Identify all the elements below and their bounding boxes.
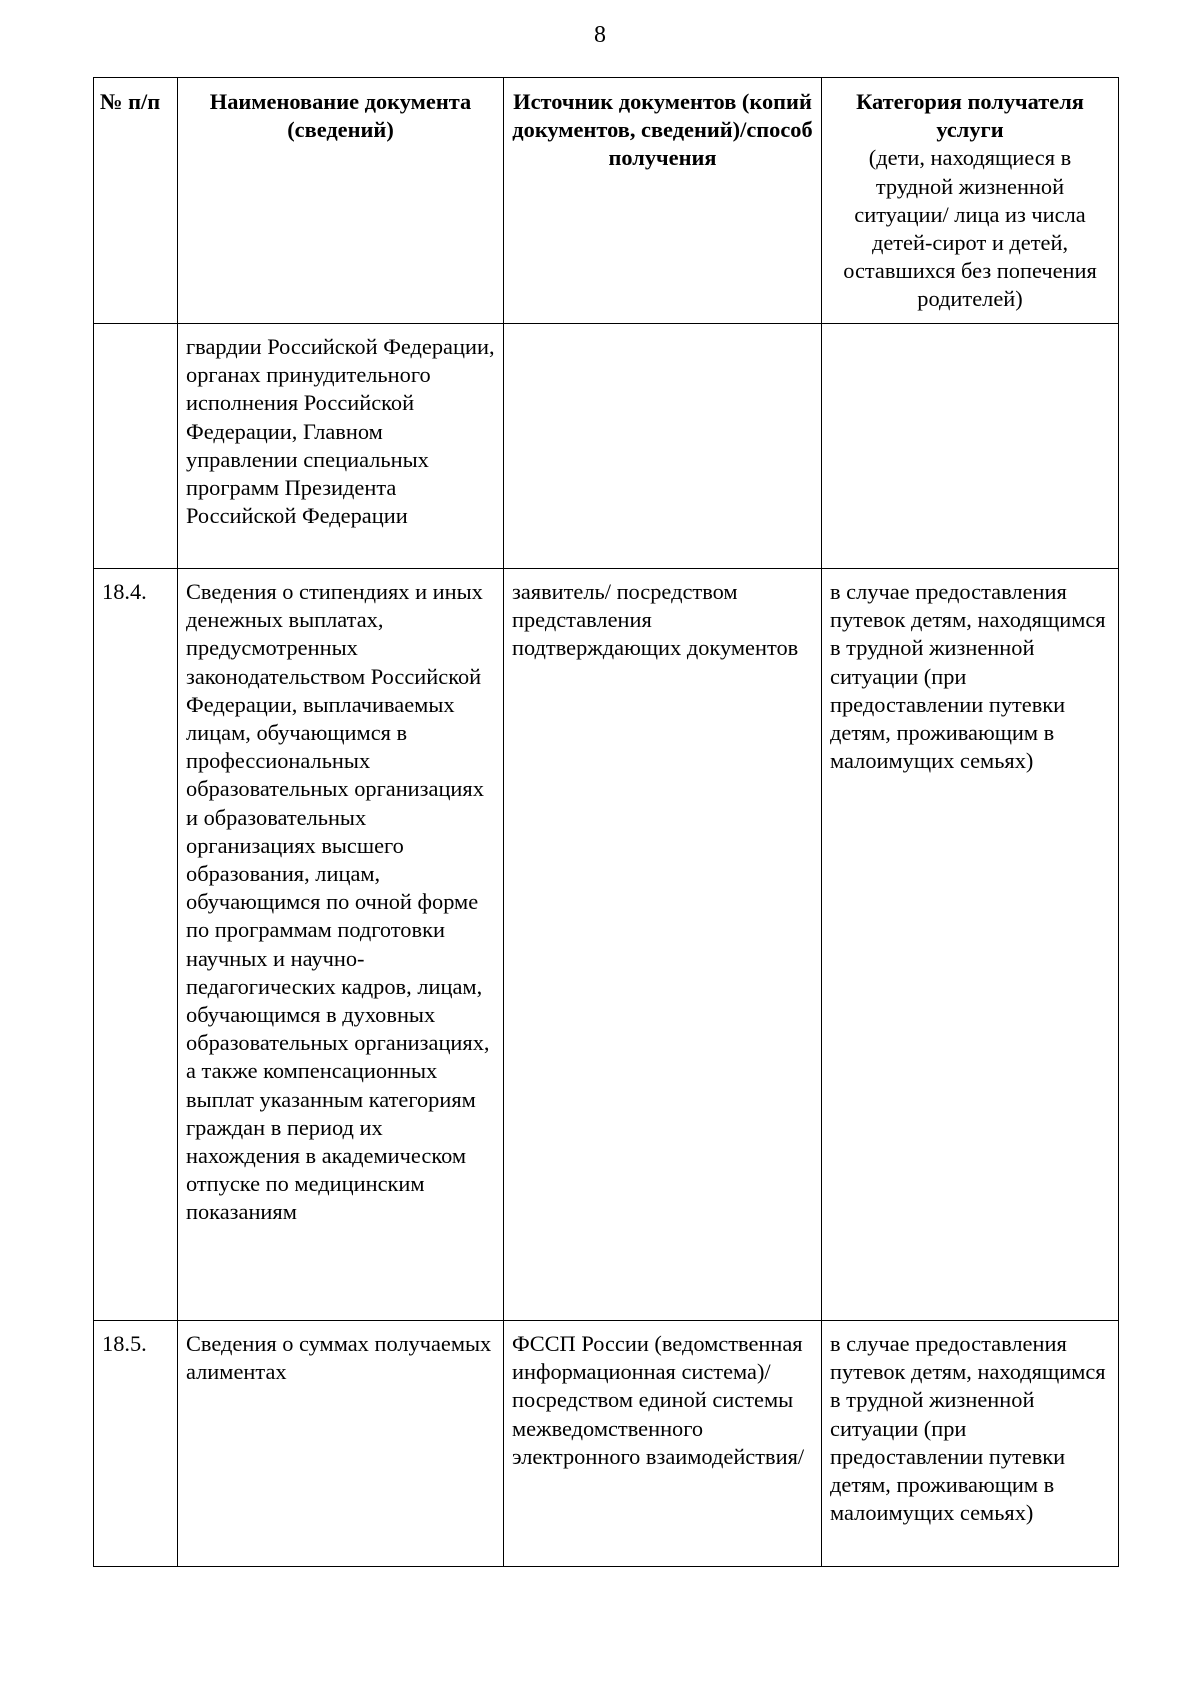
row-source: ФССП России (ведомственная информационная система)/посредством единой системы межведомственного электронного взаимодействия/ — [504, 1321, 822, 1567]
row-number: 18.5. — [94, 1321, 178, 1567]
table-row — [94, 1321, 1119, 1567]
header-number: № п/п — [94, 78, 178, 324]
row-category: в случае предоставления путевок детям, находящимся в трудной жизненной ситуации (при предоставлении путевки детям, проживающим в малоимущих семьях) — [822, 569, 1119, 1321]
row-document-name: гвардии Российской Федерации, органах принудительного исполнения Российской Федерации, Главном управлении специальных программ Президента Российской Федерации — [178, 324, 504, 569]
documents-table — [93, 77, 1119, 1567]
header-document-name: Наименование документа (сведений) — [178, 78, 504, 324]
row-number — [94, 324, 178, 569]
row-source: заявитель/ посредством представления подтверждающих документов — [504, 569, 822, 1321]
row-category — [822, 324, 1119, 569]
header-category-title: Категория получателя услуги — [856, 89, 1084, 143]
row-document-name: Сведения о суммах получаемых алиментах — [178, 1321, 504, 1567]
header-category — [822, 78, 1119, 324]
row-source — [504, 324, 822, 569]
table-row — [94, 569, 1119, 1321]
row-number: 18.4. — [94, 569, 178, 1321]
row-document-name: Сведения о стипендиях и иных денежных выплатах, предусмотренных законодательством Российской Федерации, выплачиваемых лицам, обучающимся в профессиональных образовательных организациях и образовательных организациях высшего образования, лицам, обучающимся по очной форме по программам подготовки научных и научно-педагогических кадров, лицам, обучающимся в духовных образовательных организациях, а также компенсационных выплат указанным категориям граждан в период их нахождения в академическом отпуске по медицинским показаниям — [178, 569, 504, 1321]
table-row — [94, 324, 1119, 569]
page-number: 8 — [594, 22, 606, 48]
header-category-note: (дети, находящиеся в трудной жизненной ситуации/ лица из числа детей-сирот и детей, оставшихся без попечения родителей) — [843, 145, 1097, 312]
table-header-row — [94, 78, 1119, 324]
header-source: Источник документов (копий документов, сведений)/способ получения — [504, 78, 822, 324]
row-category: в случае предоставления путевок детям, находящимся в трудной жизненной ситуации (при предоставлении путевки детям, проживающим в малоимущих семьях) — [822, 1321, 1119, 1567]
